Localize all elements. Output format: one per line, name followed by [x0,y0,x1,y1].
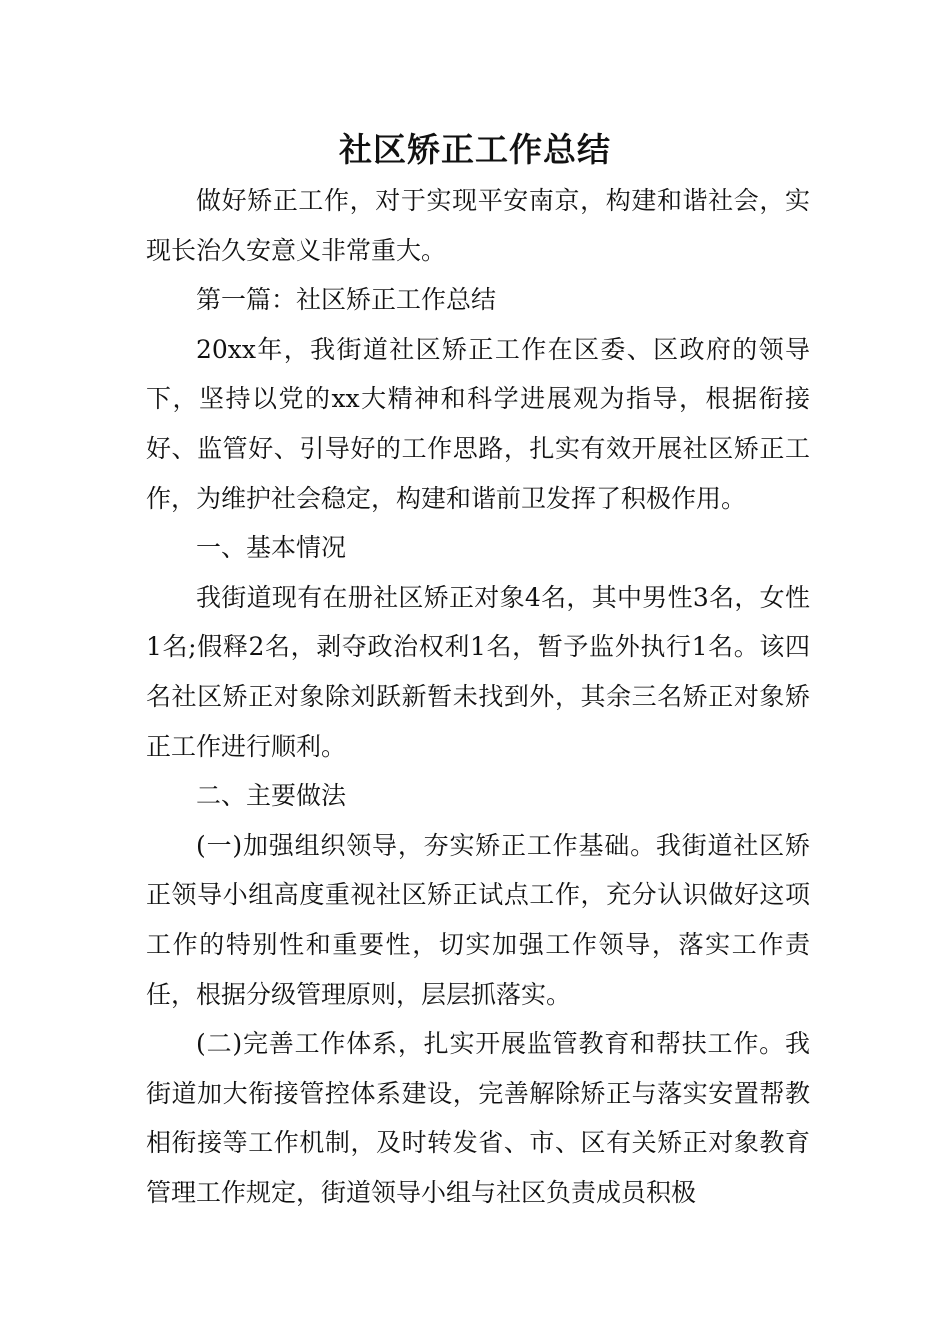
chapter-heading: 第一篇：社区矫正工作总结 [196,285,497,315]
section-heading-methods: 二、主要做法 [196,781,347,811]
intro-paragraph: 做好矫正工作，对于实现平安南京，构建和谐社会，实现长治久安意义非常重大。 [146,186,810,265]
method-two-paragraph: (二)完善工作体系，扎实开展监管教育和帮扶工作。我街道加大衔接管控体系建设，完善解除矫正与落实安置帮教相衔接等工作机制，及时转发省、市、区有关矫正对象教育管理工作规定，街道领导小组与社区负责成员积极 [146,1029,810,1207]
basic-info-paragraph: 我街道现有在册社区矫正对象4名，其中男性3名，女性1名;假释2名，剥夺政治权利1名，暂予监外执行1名。该四名社区矫正对象除刘跃新暂未找到外，其余三名矫正对象矫正工作进行顺利。 [146,582,810,761]
summary-paragraph: 20xx年，我街道社区矫正工作在区委、区政府的领导下，坚持以党的xx大精神和科学进展观为指导，根据衔接好、监管好、引导好的工作思路，扎实有效开展社区矫正工作，为维护社会稳定，构建和谐前卫发挥了积极作用。 [146,334,810,513]
document-body [146,176,810,1217]
document-title: 社区矫正工作总结 [339,130,611,169]
method-one-paragraph: (一)加强组织领导，夯实矫正工作基础。我街道社区矫正领导小组高度重视社区矫正试点工作，充分认识做好这项工作的特别性和重要性，切实加强工作领导，落实工作责任，根据分级管理原则，层层抓落实。 [146,830,810,1009]
section-heading-basic: 一、基本情况 [196,533,347,563]
